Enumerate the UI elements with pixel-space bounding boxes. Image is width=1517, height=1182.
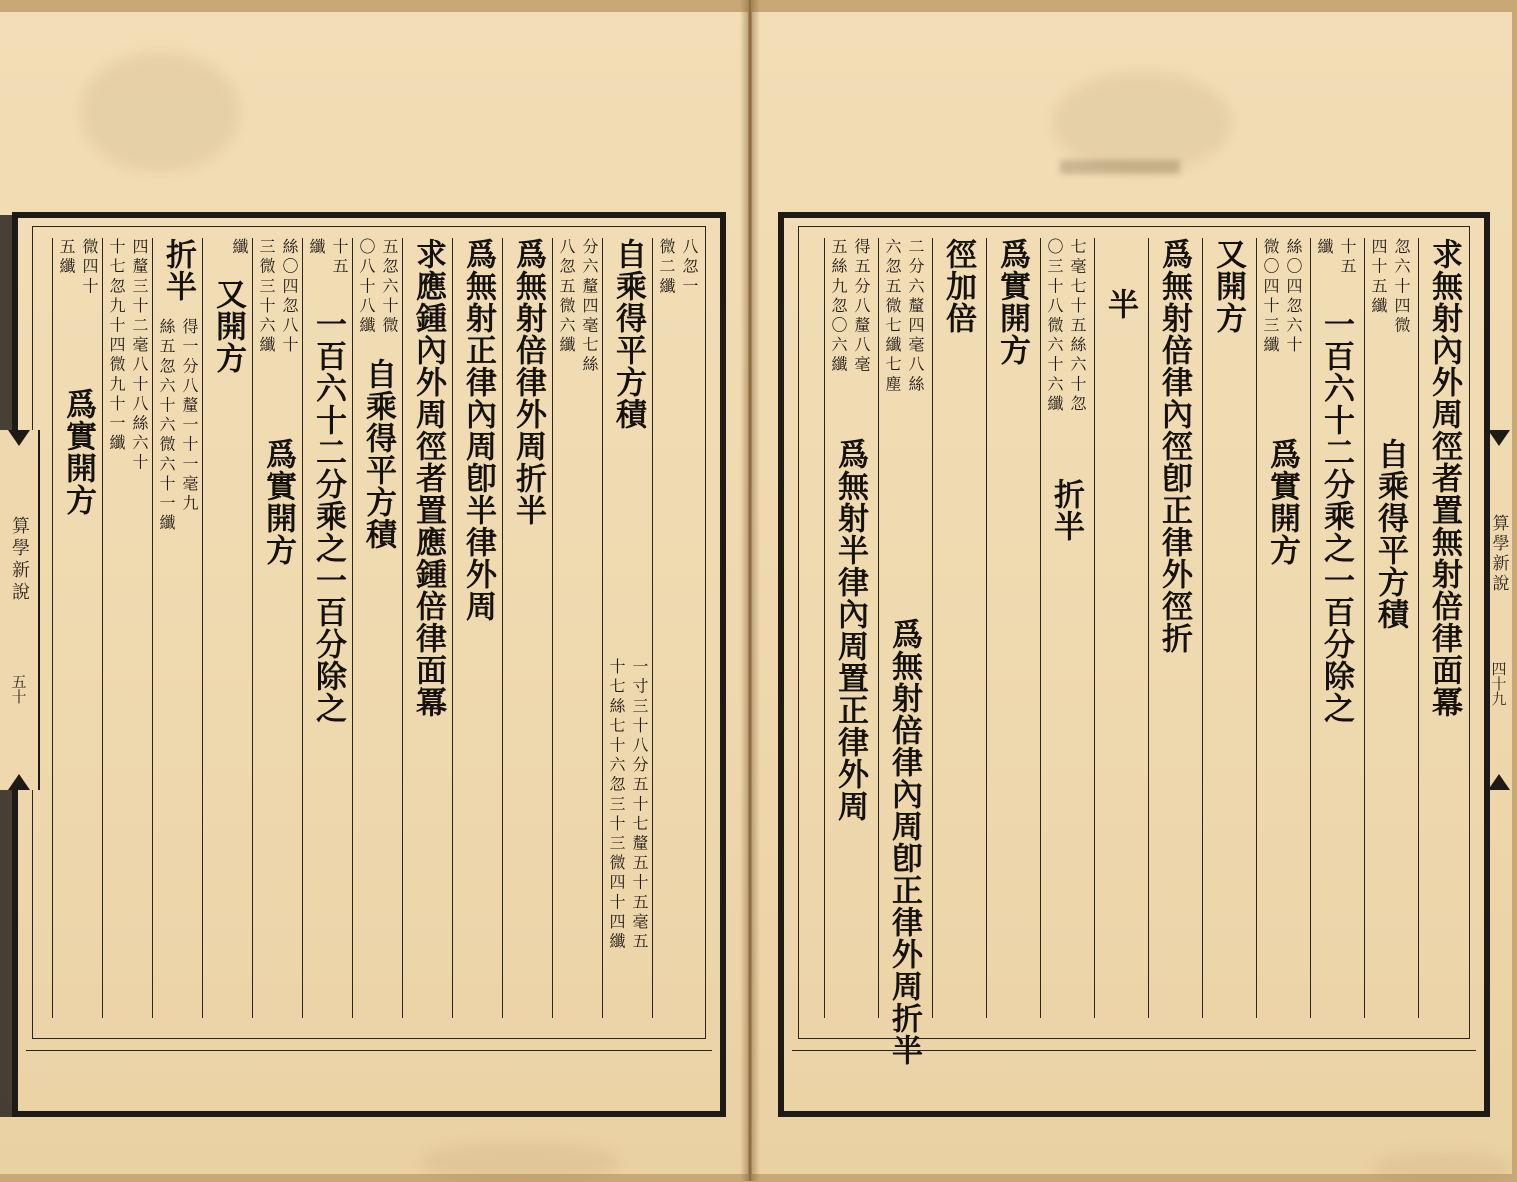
annotation-a: 分六釐四毫七絲 (580, 238, 599, 376)
fish-tail-top-icon (1488, 430, 1510, 446)
right-text-frame (778, 212, 1490, 1117)
text-column (652, 238, 703, 1018)
text-column (1364, 238, 1415, 1018)
main-text: 爲實開方 (260, 438, 296, 566)
main-text: 自乘得平方積 (610, 238, 646, 430)
annotation-b: 五纖 (57, 238, 76, 278)
main-text: 又開方 (210, 278, 246, 374)
annotation-a: 八忽一 (680, 238, 699, 297)
annotation-b: 〇三十八微六十六纖 (1045, 238, 1064, 415)
annotation-d: 十七絲七十六忽三十三微四十四纖 (607, 658, 626, 952)
book-title: 算學新說 (1488, 513, 1509, 594)
annotation-c: 得一分八釐一十一毫九 (180, 318, 199, 514)
main-text: 爲無射倍律內周卽正律外周折半 (886, 618, 922, 1066)
text-column (986, 238, 1037, 1018)
annotation-a: 四釐三十二毫八十八絲六十 (130, 238, 149, 474)
right-margin-label (1486, 430, 1512, 790)
main-text: 一百六十二分乘之一百分除之 (310, 308, 346, 724)
main-text: 爲無射倍律內徑卽正律外徑折 (1156, 238, 1192, 654)
annotation-a: 七毫七十五絲六十忽 (1068, 238, 1087, 415)
left-text-frame (12, 212, 726, 1117)
annotation-b: 十七忽九十四微九十一纖 (107, 238, 126, 454)
text-column (1256, 238, 1307, 1018)
annotation-a: 十五 (1338, 238, 1357, 278)
annotation-b: 三微三十六纖 (257, 238, 276, 356)
text-column (1310, 238, 1361, 1018)
text-column (52, 238, 103, 1018)
page-number: 五十 (9, 674, 28, 704)
text-column (1040, 238, 1091, 1018)
text-column (202, 238, 253, 1018)
main-text: 爲無射正律內周卽半律外周 (460, 238, 496, 622)
annotation-b: 微二纖 (657, 238, 676, 297)
annotation-a: 忽六十四微 (1392, 238, 1411, 336)
annotation-a: 絲〇四忽八十 (280, 238, 299, 356)
main-text: 求應鍾內外周徑者置應鍾倍律面冪 (410, 238, 446, 718)
fish-tail-top-icon (8, 430, 30, 446)
text-column (932, 238, 983, 1018)
main-text: 爲無射半律內周置正律外周 (832, 438, 868, 822)
text-column (824, 238, 875, 1018)
page-number: 四十九 (1489, 661, 1508, 707)
text-column (1418, 238, 1469, 1018)
annotation-b: 四十五纖 (1369, 238, 1388, 317)
main-text: 爲實開方 (994, 238, 1030, 366)
text-column (102, 238, 153, 1018)
main-text: 半 (1102, 288, 1138, 320)
annotation-c: 一寸三十八分五十七釐五十五毫五 (630, 658, 649, 952)
main-text: 徑加倍 (940, 238, 976, 334)
left-margin-label (0, 430, 40, 790)
left-bottom-rule (26, 1050, 712, 1051)
annotation-b: 五絲九忽〇六纖 (829, 238, 848, 376)
fish-tail-bottom-icon (1488, 774, 1510, 790)
main-text: 求無射內外周徑者置無射倍律面冪 (1426, 238, 1462, 718)
main-text: 自乘得平方積 (1372, 438, 1408, 630)
book-title: 算學新說 (9, 516, 30, 604)
text-column (352, 238, 403, 1018)
book-gutter (740, 0, 760, 1181)
text-column (402, 238, 453, 1018)
text-column (1202, 238, 1253, 1018)
main-text: 折半 (1048, 478, 1084, 542)
main-text: 爲無射倍律外周折半 (510, 238, 546, 526)
annotation-b: 纖 (1315, 238, 1334, 258)
main-text: 自乘得平方積 (360, 358, 396, 550)
annotation-b: 〇八十八纖 (357, 238, 376, 336)
annotation-a: 得五分八釐八毫 (852, 238, 871, 376)
annotation-b: 微〇四十三纖 (1261, 238, 1280, 356)
text-column (552, 238, 603, 1018)
main-text: 爲實開方 (1264, 438, 1300, 566)
text-column (1148, 238, 1199, 1018)
text-column (1094, 238, 1145, 1018)
annotation-a: 二分六釐四毫八絲 (906, 238, 925, 395)
annotation-a: 纖 (230, 238, 249, 258)
text-column (878, 238, 929, 1066)
text-column (302, 238, 353, 1018)
fish-tail-bottom-icon (8, 774, 30, 790)
annotation-b: 八忽五微六纖 (557, 238, 576, 356)
annotation-b: 纖 (307, 238, 326, 258)
text-column (602, 238, 653, 1018)
annotation-a: 十五 (330, 238, 349, 278)
main-text: 爲實開方 (60, 388, 96, 516)
text-column (502, 238, 553, 1018)
annotation-b: 六忽五微七纖七塵 (883, 238, 902, 395)
annotation-a: 五忽六十微 (380, 238, 399, 336)
annotation-d: 絲五忽六十六微六十一纖 (157, 318, 176, 534)
bleed-through-mark (1060, 160, 1180, 174)
text-column (152, 238, 203, 1018)
main-text: 一百六十二分乘之一百分除之 (1318, 308, 1354, 724)
text-column (252, 238, 303, 1018)
text-column (452, 238, 503, 1018)
main-text: 折半 (160, 238, 196, 302)
main-text: 又開方 (1210, 238, 1246, 334)
annotation-a: 絲〇四忽六十 (1284, 238, 1303, 356)
annotation-a: 微四十 (80, 238, 99, 297)
